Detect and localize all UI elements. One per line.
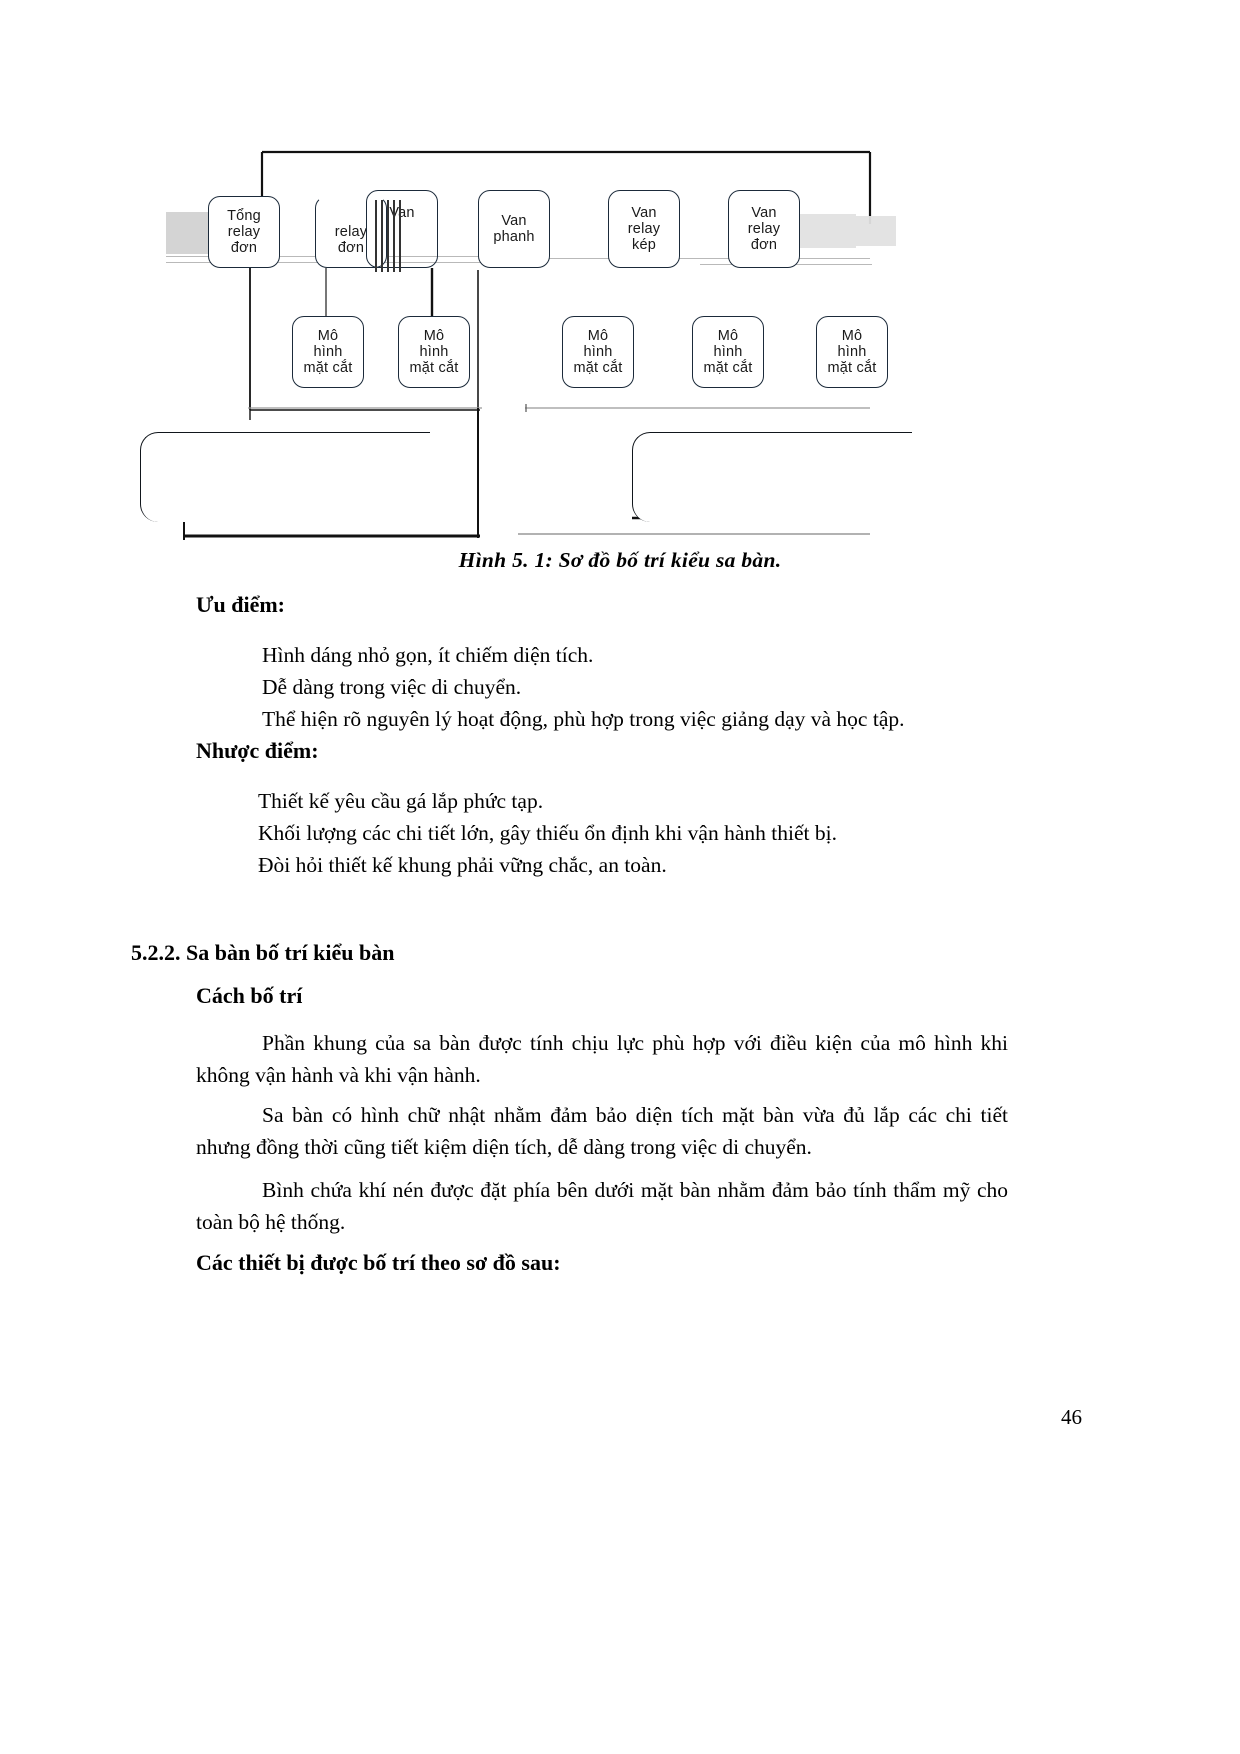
- page-number: 46: [1061, 1405, 1082, 1429]
- node-line: hình: [583, 343, 613, 360]
- node-line: kép: [632, 237, 656, 254]
- node-line: Mô: [423, 327, 445, 344]
- node-line: hình: [419, 343, 449, 360]
- disadvantage-item-3: Đòi hỏi thiết kế khung phải vững chắc, an toàn.: [258, 853, 667, 877]
- node-line: Mô: [717, 327, 739, 344]
- figure-caption: Hình 5. 1: Sơ đồ bố trí kiểu sa bàn.: [458, 548, 782, 572]
- node-line: relay: [627, 220, 661, 237]
- diagram-node-van-phanh: [478, 190, 550, 268]
- paragraph-1: Phần khung của sa bàn được tính chịu lực phù hợp với điều kiện của mô hình khi không vận hành và khi vận hành.: [196, 1031, 1008, 1087]
- node-line: mặt cắt: [573, 360, 623, 377]
- subheading-cach-bo-tri: Cách bố trí: [196, 983, 303, 1008]
- node-line: đơn: [230, 240, 258, 257]
- scan-rule-3: [530, 258, 870, 259]
- diagram-node-mo-hinh-mat-cat-5: [816, 316, 888, 388]
- advantage-item-1: Hình dáng nhỏ gọn, ít chiếm diện tích.: [262, 643, 594, 667]
- node-line: hình: [713, 343, 743, 360]
- node-line: relay: [747, 220, 781, 237]
- figure-block-diagram: [170, 120, 1070, 540]
- node-line: hình: [313, 343, 343, 360]
- paragraph-3: Bình chứa khí nén được đặt phía bên dưới mặt bàn nhằm đảm bảo tính thẩm mỹ cho toàn bộ hệ thống.: [196, 1178, 1008, 1234]
- node-line: mặt cắt: [827, 360, 877, 377]
- advantage-item-2: Dễ dàng trong việc di chuyển.: [262, 675, 522, 699]
- diagram-tank-right: [632, 432, 912, 522]
- node-line: relay: [334, 223, 368, 240]
- node-line: Mô: [841, 327, 863, 344]
- node-line: hình: [837, 343, 867, 360]
- node-line: phanh: [493, 229, 535, 245]
- paragraph-2: Sa bàn có hình chữ nhật nhằm đảm bảo diện tích mặt bàn vừa đủ lắp các chi tiết nhưng đồng thời cũng tiết kiệm diện tích, dễ dàng trong việc di chuyển.: [196, 1103, 1008, 1159]
- diagram-node-tong-relay-don: [208, 196, 280, 268]
- node-line: mặt cắt: [409, 360, 459, 377]
- heading-closing: Các thiết bị được bố trí theo sơ đồ sau:: [196, 1250, 561, 1275]
- scan-smudge-right-2: [856, 216, 896, 246]
- heading-advantages: Ưu điểm:: [196, 592, 286, 617]
- node-line: Van: [501, 212, 527, 229]
- node-line: Van: [389, 204, 415, 221]
- disadvantage-item-2: Khối lượng các chi tiết lớn, gây thiếu ổn định khi vận hành thiết bị.: [258, 821, 837, 845]
- node-line: Mô: [317, 327, 339, 344]
- node-line: relay: [227, 223, 261, 240]
- diagram-node-van-relay-don: [728, 190, 800, 268]
- node-line: mặt cắt: [703, 360, 753, 377]
- node-line: đơn: [337, 240, 365, 257]
- diagram-node-mo-hinh-mat-cat-2: [398, 316, 470, 388]
- node-line: Van: [751, 204, 777, 221]
- node-line: Mô: [587, 327, 609, 344]
- node-line: Van: [631, 204, 657, 221]
- heading-disadvantages: Nhược điểm:: [196, 738, 319, 763]
- diagram-node-van-relay-kep: [608, 190, 680, 268]
- diagram-node-mo-hinh-mat-cat-3: [562, 316, 634, 388]
- advantage-item-3: Thể hiện rõ nguyên lý hoạt động, phù hợp trong việc giảng dạy và học tập.: [262, 707, 905, 731]
- node-line: đơn: [750, 237, 778, 254]
- heading-section-522: 5.2.2. Sa bàn bố trí kiểu bàn: [131, 940, 395, 965]
- disadvantage-item-1: Thiết kế yêu cầu gá lắp phức tạp.: [258, 789, 544, 813]
- scan-stripe-artifact: [372, 198, 415, 274]
- diagram-node-mo-hinh-mat-cat-4: [692, 316, 764, 388]
- node-line: Tổng: [227, 207, 261, 224]
- node-line: mặt cắt: [303, 360, 353, 377]
- diagram-tank-left: [140, 432, 430, 522]
- diagram-node-mo-hinh-mat-cat-1: [292, 316, 364, 388]
